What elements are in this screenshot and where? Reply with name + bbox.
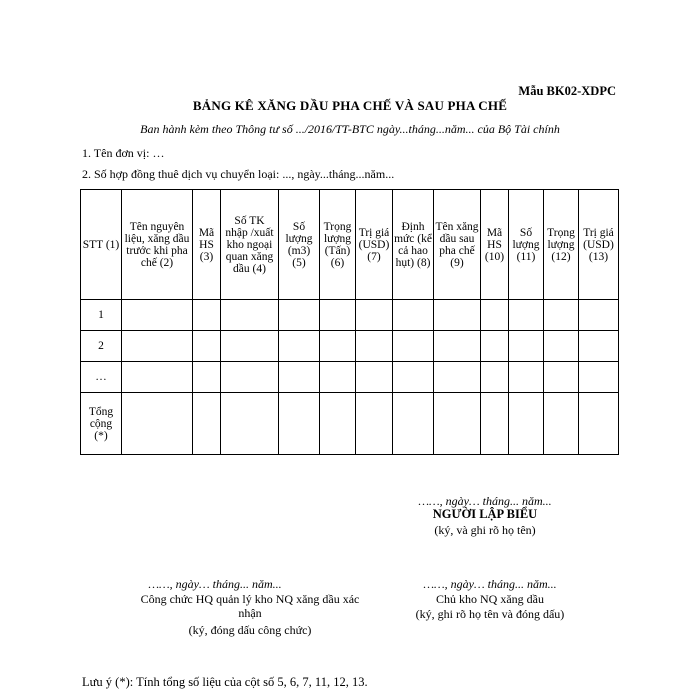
table-cell: [544, 300, 579, 331]
column-header: Mã HS (10): [481, 190, 509, 300]
table-cell: [122, 331, 193, 362]
preparer-date: ……, ngày… tháng... năm...: [418, 494, 552, 508]
column-header: Số lượng (m3) (5): [279, 190, 320, 300]
table-cell: [122, 362, 193, 393]
unit-name-line: 1. Tên đơn vị: …: [82, 146, 165, 160]
warehouse-owner-title: Chủ kho NQ xăng dầu: [436, 592, 544, 606]
table-cell: [544, 362, 579, 393]
table-cell: [509, 331, 544, 362]
table-cell: [356, 331, 393, 362]
table-row: [81, 300, 619, 331]
table-cell: [481, 362, 509, 393]
table-cell: [434, 393, 481, 455]
warehouse-owner-note: (ký, ghi rõ họ tên và đóng dấu): [415, 607, 565, 621]
table-cell: [356, 300, 393, 331]
table-cell: [481, 300, 509, 331]
document-title: BẢNG KÊ XĂNG DẦU PHA CHẾ VÀ SAU PHA CHẾ: [192, 98, 508, 113]
form-code: Mẫu BK02-XDPC: [518, 84, 616, 98]
table-cell: [122, 393, 193, 455]
preparer-note: (ký, và ghi rõ họ tên): [434, 523, 536, 537]
table-cell: [320, 300, 356, 331]
table-cell: [434, 300, 481, 331]
table-cell: [434, 331, 481, 362]
column-header: STT (1): [81, 190, 122, 300]
warehouse-owner-date: ……, ngày… tháng... năm...: [423, 577, 557, 591]
table-cell: [509, 393, 544, 455]
table-cell: [544, 331, 579, 362]
column-header: Trị giá (USD) (7): [356, 190, 393, 300]
row-number: 2: [81, 331, 122, 362]
table-cell: [320, 393, 356, 455]
table-cell: [579, 362, 619, 393]
customs-officer-title: Công chức HQ quản lý kho NQ xăng dầu xác nhận: [140, 592, 360, 620]
total-label: Tổng cộng (*): [81, 393, 122, 455]
column-header: Tên xăng dầu sau pha chế (9): [434, 190, 481, 300]
column-header: Trọng lượng (Tấn) (6): [320, 190, 356, 300]
table-cell: [221, 393, 279, 455]
table-cell: [221, 331, 279, 362]
table-cell: [481, 393, 509, 455]
table-cell: [279, 393, 320, 455]
row-number: 1: [81, 300, 122, 331]
preparer-title: NGƯỜI LẬP BIỂU: [432, 507, 538, 521]
table-cell: [193, 362, 221, 393]
table-cell: [320, 362, 356, 393]
table-cell: [481, 331, 509, 362]
table-cell: [320, 331, 356, 362]
table-cell: [579, 300, 619, 331]
column-header: Tên nguyên liệu, xăng dầu trước khi pha chế (2): [122, 190, 193, 300]
table-header-row: [81, 190, 619, 300]
column-header: Định mức (kể cả hao hụt) (8): [393, 190, 434, 300]
table-cell: [393, 331, 434, 362]
table-cell: [221, 362, 279, 393]
customs-officer-note: (ký, đóng dấu công chức): [188, 623, 312, 637]
row-number: …: [81, 362, 122, 393]
table-cell: [544, 393, 579, 455]
column-header: Trị giá (USD) (13): [579, 190, 619, 300]
table-row: [81, 331, 619, 362]
fuel-blending-table: [80, 189, 619, 455]
contract-number-line: 2. Số hợp đồng thuê dịch vụ chuyển loại: ..., ngày...tháng...năm...: [82, 167, 395, 181]
customs-officer-date: ……, ngày… tháng... năm...: [148, 577, 282, 591]
table-cell: [509, 362, 544, 393]
table-cell: [393, 300, 434, 331]
table-cell: [356, 393, 393, 455]
table-cell: [279, 331, 320, 362]
table-cell: [122, 300, 193, 331]
table-row: [81, 362, 619, 393]
table-cell: [393, 362, 434, 393]
table-cell: [193, 393, 221, 455]
document-subtitle: Ban hành kèm theo Thông tư số .../2016/TT-BTC ngày...tháng...năm... của Bộ Tài chính: [140, 122, 560, 136]
table-cell: [579, 393, 619, 455]
table-cell: [193, 300, 221, 331]
column-header: Trọng lượng (12): [544, 190, 579, 300]
table-cell: [279, 362, 320, 393]
column-header: Số lượng (11): [509, 190, 544, 300]
footnote: Lưu ý (*): Tính tổng số liệu của cột số 5, 6, 7, 11, 12, 13.: [82, 675, 368, 689]
table-cell: [193, 331, 221, 362]
column-header: Mã HS (3): [193, 190, 221, 300]
table-cell: [221, 300, 279, 331]
table-cell: [356, 362, 393, 393]
column-header: Số TK nhập /xuất kho ngoại quan xăng dầu (4): [221, 190, 279, 300]
table-cell: [393, 393, 434, 455]
table-cell: [579, 331, 619, 362]
table-total-row: [81, 393, 619, 455]
table-cell: [509, 300, 544, 331]
table-cell: [434, 362, 481, 393]
table-cell: [279, 300, 320, 331]
